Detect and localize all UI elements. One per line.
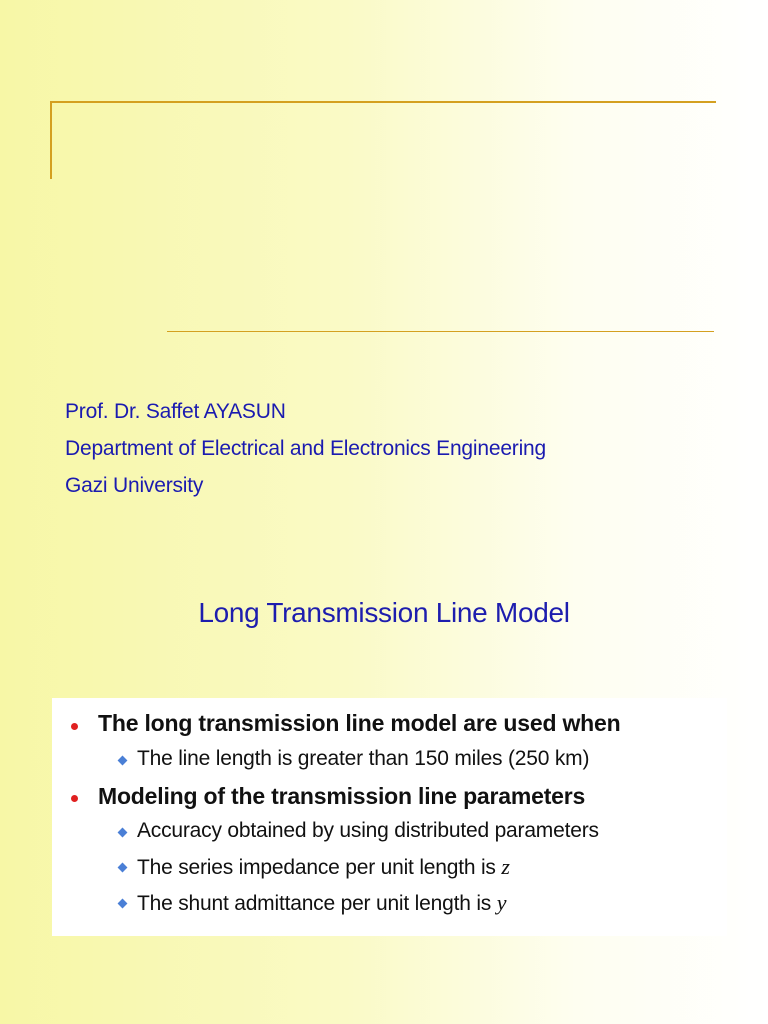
- author-name: Prof. Dr. Saffet AYASUN: [65, 400, 286, 423]
- series-impedance-variable: z: [501, 854, 510, 879]
- shunt-admittance-variable: y: [496, 890, 507, 915]
- sub-bullet-accuracy: Accuracy obtained by using distributed parameters: [137, 819, 599, 842]
- decorative-left-rule: [50, 101, 52, 179]
- diamond-bullet-icon: [118, 756, 128, 766]
- decorative-top-rule: [51, 101, 716, 103]
- shunt-admittance-text: The shunt admittance per unit length is: [137, 892, 492, 915]
- sub-bullet-line-length: The line length is greater than 150 miles (250 km): [137, 747, 590, 770]
- author-department: Department of Electrical and Electronics Engineering: [65, 437, 547, 460]
- author-block: [65, 393, 546, 504]
- author-university: Gazi University: [65, 474, 204, 497]
- sub-bullet-shunt-admittance: [137, 890, 506, 916]
- bullet-dot-icon: [71, 723, 78, 730]
- diamond-bullet-icon: [118, 899, 128, 909]
- diamond-bullet-icon: [118, 828, 128, 838]
- diamond-bullet-icon: [118, 863, 128, 873]
- bullet-panel: [52, 698, 727, 936]
- bullet-dot-icon: [71, 795, 78, 802]
- slide-title: Long Transmission Line Model: [198, 597, 570, 628]
- bullet-item-2: Modeling of the transmission line parameters: [98, 783, 586, 809]
- bullet-item-1: The long transmission line model are used when: [98, 710, 621, 736]
- series-impedance-text: The series impedance per unit length is: [137, 856, 496, 879]
- decorative-middle-rule: [167, 331, 714, 332]
- sub-bullet-series-impedance: [137, 854, 510, 880]
